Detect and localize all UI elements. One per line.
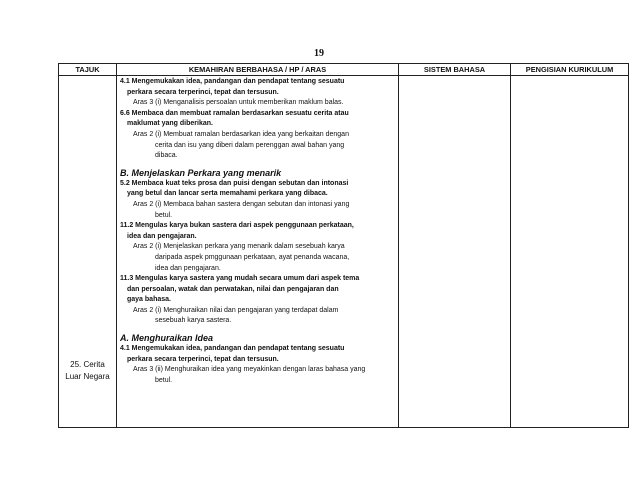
kemahiran-cell: [117, 76, 399, 428]
section-heading: B. Menjelaskan Perkara yang menarik: [120, 167, 282, 178]
aras-line: Aras 2 (i) Menjelaskan perkara yang menarik dalam sesebuah karya: [133, 243, 345, 251]
skill-line: 5.2 Membaca kuat teks prosa dan puisi dengan sebutan dan intonasi: [120, 179, 349, 187]
section-heading: A. Menghuraikan Idea: [120, 333, 214, 344]
aras-line: daripada aspek pmggunaan perkataan, ayat penanda wacana,: [155, 253, 350, 261]
curriculum-table: [58, 63, 629, 428]
tajuk-line: 25. Cerita: [70, 360, 105, 369]
header-tajuk: TAJUK: [59, 64, 117, 76]
tajuk-line: Luar Negara: [65, 372, 110, 381]
skill-line: 11.2 Mengulas karya bukan sastera dari aspek penggunaan perkataan,: [120, 222, 354, 230]
skill-line: perkara secara terperinci, tepat dan tersusun.: [127, 88, 279, 96]
header-pengisian-kurikulum: PENGISIAN KURIKULUM: [511, 64, 629, 76]
skill-line: dan persoalan, watak dan perwatakan, nilai dan pengajaran dan: [127, 285, 339, 293]
skill-line: 6.6 Membaca dan membuat ramalan berdasarkan sesuatu cerita atau: [120, 109, 349, 117]
skill-line: 4.1 Mengemukakan idea, pandangan dan pendapat tentang sesuatu: [120, 78, 345, 85]
aras-line: Aras 3 (ii) Menghuraikan idea yang meyakinkan dengan laras bahasa yang: [133, 366, 366, 374]
aras-line: betul.: [155, 211, 173, 219]
tajuk-title: [59, 359, 116, 383]
skill-line: 11.3 Mengulas karya sastera yang mudah secara umum dari aspek tema: [120, 275, 360, 283]
skill-line: yang betul dan lancar serta memahami perkara yang dibaca.: [127, 190, 328, 198]
aras-line: Aras 3 (i) Menganalisis persoalan untuk memberikan maklum balas.: [133, 99, 344, 107]
aras-line: Aras 2 (i) Membuat ramalan berdasarkan idea yang berkaitan dengan: [133, 130, 349, 138]
pengisian-kurikulum-cell: [511, 76, 629, 428]
table-row: [59, 76, 629, 428]
page-number: 19: [314, 48, 324, 59]
skill-line: gaya bahasa.: [127, 296, 171, 304]
skill-line: maklumat yang diberikan.: [127, 120, 213, 128]
kemahiran-content: [117, 76, 398, 386]
table-header-row: [59, 64, 629, 76]
aras-line: Aras 2 (i) Menghuraikan nilai dan pengajaran yang terdapat dalam: [133, 306, 339, 314]
header-kemahiran: KEMAHIRAN BERBAHASA / HP / ARAS: [117, 64, 399, 76]
aras-line: Aras 2 (i) Membaca bahan sastera dengan sebutan dan intonasi yang: [133, 200, 350, 208]
aras-line: cerita dan isu yang diberi dalam perenggan awal bahan yang: [155, 141, 345, 149]
header-sistem-bahasa: SISTEM BAHASA: [399, 64, 511, 76]
aras-line: idea dan pengajaran.: [155, 264, 221, 272]
aras-line: sesebuah karya sastera.: [155, 317, 232, 325]
skill-line: perkara secara terperinci, tepat dan tersusun.: [127, 355, 279, 363]
aras-line: dibaca.: [155, 152, 178, 160]
tajuk-cell: [59, 76, 117, 428]
sistem-bahasa-cell: [399, 76, 511, 428]
aras-line: betul.: [155, 376, 173, 384]
skill-line: idea dan pengajaran.: [127, 232, 197, 240]
skill-line: 4.1 Mengemukakan idea, pandangan dan pendapat tentang sesuatu: [120, 345, 345, 353]
